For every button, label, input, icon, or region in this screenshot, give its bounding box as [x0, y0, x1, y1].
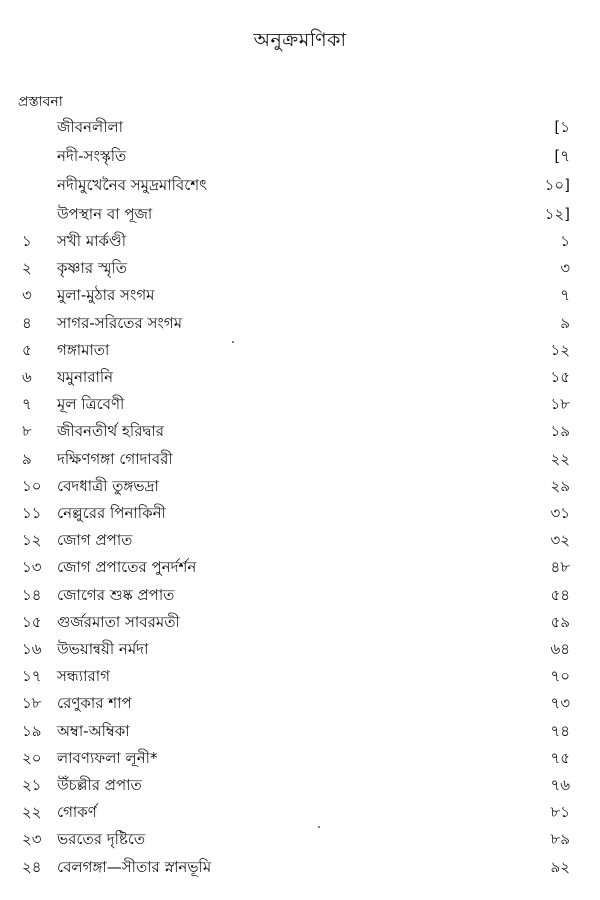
chapter-entry	[0, 420, 600, 444]
chapter-page: ৬৪	[550, 640, 570, 658]
chapter-title: গঙ্গামাতা	[57, 341, 110, 359]
chapter-number: ১৯	[22, 722, 42, 740]
chapter-number: ২২	[22, 803, 42, 821]
chapter-number: ১২	[22, 531, 42, 549]
chapter-entry	[0, 801, 600, 825]
intro-entry-page: ১২]	[544, 205, 570, 223]
chapter-entry	[0, 529, 600, 553]
chapter-page: ৯২	[550, 858, 570, 876]
chapter-number: ১৬	[22, 640, 42, 658]
chapter-page: ৫৪	[550, 586, 570, 604]
chapter-number: ৬	[22, 368, 32, 386]
chapter-number: ২৪	[22, 858, 42, 876]
chapter-page: ১৮	[550, 395, 570, 413]
chapter-page: ৭৩	[550, 694, 570, 712]
chapter-number: ১১	[22, 504, 42, 522]
chapter-title: জীবনতীর্থ হরিদ্বার	[57, 422, 164, 440]
chapter-entry	[0, 284, 600, 308]
chapter-page: ৮৯	[550, 830, 570, 848]
chapter-number: ৯	[22, 450, 32, 468]
chapter-title: লাবণ্যফলা লূনী*	[57, 749, 158, 767]
chapter-page: ১৫	[550, 368, 570, 386]
chapter-title: নেল্লুরের পিনাকিনী	[57, 504, 166, 522]
chapter-page: ৩	[560, 259, 570, 277]
chapter-number: ১	[22, 232, 32, 250]
chapter-page: ৮১	[550, 803, 570, 821]
chapter-entry	[0, 257, 600, 281]
chapter-number: ১৮	[22, 694, 42, 712]
intro-entry-page: [৭	[554, 147, 570, 165]
chapter-page: ১	[560, 232, 570, 250]
scan-speck	[232, 341, 234, 343]
chapter-page: ৭০	[550, 667, 570, 685]
chapter-title: জোগের শুষ্ক প্রপাত	[57, 586, 175, 604]
chapter-entry	[0, 828, 600, 852]
intro-entry-page: ১০]	[544, 176, 570, 194]
chapter-title: সখী মার্কণ্ডী	[57, 232, 127, 250]
chapter-page: ২২	[550, 450, 570, 468]
chapter-number: ১৫	[22, 613, 42, 631]
intro-entry-title: নদীমুখেনৈব সমুদ্রমাবিশেৎ	[57, 176, 208, 194]
chapter-page: ৭	[560, 286, 570, 304]
chapter-number: ৫	[22, 341, 32, 359]
intro-entry	[0, 145, 600, 169]
chapter-title: বেলগঙ্গা—সীতার স্নানভূমি	[57, 858, 212, 876]
chapter-page: ৭৫	[550, 749, 570, 767]
chapter-entry	[0, 339, 600, 363]
chapter-page: ৫৯	[550, 613, 570, 631]
chapter-number: ২	[22, 259, 32, 277]
chapter-entry	[0, 393, 600, 417]
chapter-entry	[0, 584, 600, 608]
chapter-entry	[0, 366, 600, 390]
chapter-number: ৪	[22, 314, 32, 332]
chapter-entry	[0, 312, 600, 336]
chapter-title: সন্ধ্যারাগ	[57, 667, 110, 685]
chapter-entry	[0, 556, 600, 580]
chapter-entry	[0, 475, 600, 499]
chapter-title: জোগ প্রপাতের পুনর্দর্শন	[57, 558, 197, 576]
chapter-number: ৮	[22, 422, 32, 440]
chapter-entry	[0, 774, 600, 798]
chapter-title: উঁচল্লীর প্রপাত	[57, 776, 142, 794]
chapter-title: রেণুকার শাপ	[57, 694, 132, 712]
chapter-title: অম্বা-অম্বিকা	[57, 722, 130, 740]
chapter-page: ৩১	[550, 504, 570, 522]
intro-entry	[0, 116, 600, 140]
chapter-entry	[0, 502, 600, 526]
section-heading: প্রস্তাবনা	[18, 94, 63, 110]
intro-entry	[0, 203, 600, 227]
chapter-entry	[0, 692, 600, 716]
intro-entry-title: জীবনলীলা	[57, 118, 124, 136]
chapter-number: ১৭	[22, 667, 42, 685]
intro-entry-page: [১	[554, 118, 570, 136]
chapter-entry	[0, 747, 600, 771]
chapter-entry	[0, 448, 600, 472]
chapter-entry	[0, 638, 600, 662]
chapter-page: ৭৬	[550, 776, 570, 794]
chapter-page: ৯	[560, 314, 570, 332]
scan-speck	[318, 826, 320, 828]
chapter-number: ২১	[22, 776, 42, 794]
chapter-title: দক্ষিণগঙ্গা গোদাবরী	[57, 450, 173, 468]
chapter-entry	[0, 856, 600, 880]
chapter-title: গুর্জরমাতা সাবরমতী	[57, 613, 180, 631]
intro-entry-title: উপস্থান বা পূজা	[57, 205, 153, 223]
chapter-page: ২৯	[550, 477, 570, 495]
chapter-number: ১৪	[22, 586, 42, 604]
chapter-title: ভরতের দৃষ্টিতে	[57, 830, 146, 848]
chapter-number: ১০	[22, 477, 42, 495]
chapter-page: ৪৮	[550, 558, 570, 576]
chapter-page: ৩২	[550, 531, 570, 549]
chapter-number: ৭	[22, 395, 32, 413]
chapter-page: ৭৪	[550, 722, 570, 740]
chapter-page: ১২	[550, 341, 570, 359]
chapter-title: উভয়ান্বয়ী নর্মদা	[57, 640, 149, 658]
chapter-number: ২০	[22, 749, 42, 767]
chapter-entry	[0, 665, 600, 689]
chapter-title: গোকর্ণ	[57, 803, 97, 821]
chapter-page: ১৯	[550, 422, 570, 440]
intro-entry	[0, 174, 600, 198]
chapter-title: মূল ত্রিবেণী	[57, 395, 125, 413]
chapter-entry	[0, 720, 600, 744]
chapter-title: মুলা-মুঠার সংগম	[57, 286, 155, 304]
intro-entry-title: নদী-সংস্কৃতি	[57, 147, 127, 165]
chapter-title: যমুনারানি	[57, 368, 114, 386]
chapter-title: সাগর-সরিতের সংগম	[57, 314, 183, 332]
chapter-title: জোগ প্রপাত	[57, 531, 133, 549]
chapter-entry	[0, 611, 600, 635]
chapter-title: কৃষ্ণার স্মৃতি	[57, 259, 128, 277]
chapter-title: বেদধাত্রী তুঙ্গভদ্রা	[57, 477, 159, 495]
chapter-number: ৩	[22, 286, 32, 304]
page-title: অনুক্রমণিকা	[253, 29, 347, 51]
chapter-number: ২৩	[22, 830, 42, 848]
chapter-entry	[0, 230, 600, 254]
chapter-number: ১৩	[22, 558, 42, 576]
